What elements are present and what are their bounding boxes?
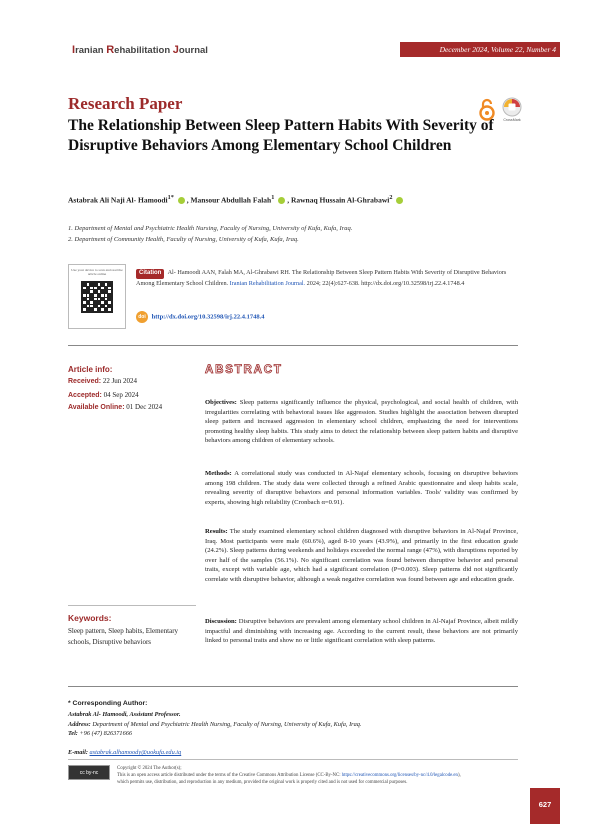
section-divider [68, 686, 518, 687]
affiliation: 2. Department of Community Health, Faculty of Nursing, University of Kufa, Kufa, Iraq. [68, 236, 299, 243]
copyright-line: Copyright © 2024 The Author(s); [117, 766, 182, 771]
article-title: The Relationship Between Sleep Pattern Habits With Severity of Disruptive Behaviors Among Elementary School Children [68, 117, 494, 154]
author-name: Astabrak Ali Naji Al- Hamoodi [68, 195, 168, 205]
abstract-heading: ABSTRACT [205, 364, 283, 376]
qr-caption: Use your device to scan and read the article online [71, 268, 123, 276]
email-link[interactable]: astabrak.alhamoody@uokufa.edu.iq [89, 749, 182, 756]
orcid-icon[interactable] [278, 197, 285, 204]
crossmark-icon[interactable] [501, 97, 523, 123]
orcid-icon[interactable] [396, 197, 403, 204]
license-url[interactable]: https://creativecommons.org/licenses/by-nc/4.0/legalcode.en [341, 773, 458, 778]
abstract-discussion: Discussion: Disruptive behaviors are prevalent among elementary school children in Al-Najaf Province, albeit mildly impactful and diminishing with increasing age. According to the current result, these behaviors are not primarily linked to personal traits and show no or little significant correlation with sleep patterns. [205, 618, 518, 645]
issue-band: December 2024, Volume 22, Number 4 [400, 42, 560, 57]
corresponding-address: Address: Department of Mental and Psychiatric Health Nursing, Faculty of Nursing, University of Kufa, Kufa, Iraq. [68, 721, 362, 728]
author-list: Astabrak Ali Naji Al- Hamoodi$^{1*}$ , Mansour Abdullah Falah$^1$ , Rawnaq Hussain Al-Ghrabawi$^2$ [68, 194, 405, 205]
corresponding-name: Astabrak Al- Hamoodi, Assistant Professor. [68, 711, 181, 718]
qr-code-icon [81, 281, 113, 313]
license-line: This is an open access article distributed under the terms of the Creative Commons Attribution License (CC-By-NC: https://creativecommons.org/licenses/by-nc/4.0/legalcode.en), [117, 773, 461, 778]
license-terms: which permits use, distribution, and reproduction in any medium, provided the original work is properly cited and is not used for commercial purposes. [117, 780, 408, 785]
qr-code-box[interactable] [68, 264, 126, 329]
doi-link[interactable]: http://dx.doi.org/10.32598/irj.22.4.1748.4 [151, 313, 265, 321]
journal-name: Iranian Rehabilitation Journal [72, 44, 208, 56]
corresponding-heading: * Corresponding Author: [68, 700, 148, 707]
citation-text: Al- Hamoodi AAN, Falah MA, Al-Ghrabawi RH. The Relationship Between Sleep Pattern Habits With Severity of Disruptive Behaviors Among Elementary School Children. [136, 269, 507, 287]
citation-block [136, 268, 518, 288]
corresponding-email: E-mail: astabrak.alhamoody@uokufa.edu.iq [68, 749, 182, 756]
section-divider [68, 345, 518, 346]
abstract-results: Results: The study examined elementary school children diagnosed with disruptive behaviors in Al-Najaf Province, Iraq. Most participants were male (60.6%), aged 8-10 years (43.9%), and primarily in the first education grade (24.2%). Sleep patterns during weekends and holidays exceeded the normal range (47%), with disruptions reported by over half of the samples (56.1%). No significant correlation was found between disruptive behavior and personal traits, except with variable age, which had a significant correlation (P=0.003). Sleep patterns did not significantly correlate with disruptive behavior, although a weak negative correlation was found between age and education grade. [205, 528, 519, 583]
page-number: 627 [530, 788, 560, 824]
received-date: Received: 22 Jun 2024 [68, 377, 138, 385]
article-info-heading: Article info: [68, 365, 113, 374]
online-date: Available Online: 01 Dec 2024 [68, 403, 163, 411]
doi-line [136, 311, 264, 323]
affiliation: 1. Department of Mental and Psychiatric Health Nursing, Faculty of Nursing, University of Kufa, Kufa, Iraq. [68, 225, 353, 232]
accepted-date: Accepted: 04 Sep 2024 [68, 391, 139, 399]
citation-text-after: 2024; 22(4):627-638. http://dx.doi.org/10.32598/irj.22.4.1748.4 [306, 279, 465, 287]
open-access-icon[interactable] [476, 98, 498, 122]
author-name: Rawnaq Hussain Al-Ghrabawi [290, 195, 390, 205]
doi-icon: doi [136, 311, 148, 323]
keywords-divider [68, 605, 196, 606]
orcid-icon[interactable] [178, 197, 185, 204]
citation-tag: Citation [136, 269, 164, 279]
abstract-objectives: Objectives: Sleep patterns significantly influence the physical, psychological, and social health of children, with irregularities correlating with behavioral issues like aggression. Studies highlight the association between disrupted sleep pattern and increased aggression in elementary school children, emphasizing the need for interventions promoting healthy sleep habits. This study aims to detect the relationship between sleep pattern habits and disruptive behaviors among children of elementary schools. [205, 399, 518, 445]
author-name: Mansour Abdullah Falah [190, 195, 272, 205]
svg-text:CrossMark: CrossMark [503, 118, 521, 122]
abstract-methods: Methods: A correlational study was conducted in Al-Najaf elementary schools, focusing on disruptive behaviors among 198 children. The study data were collected through a refined Arabic questionnaire and sleep habits scale, revealing severity of disruptive behaviors and personal information variables. Tools' validity was confirmed by experts, showing high reliability (Cronbach α=0.91). [205, 470, 518, 506]
license-divider [68, 759, 518, 760]
cc-license-icon[interactable]: cc by-nc [68, 765, 110, 780]
keywords-heading: Keywords: [68, 613, 112, 623]
corresponding-tel: Tel: +96 (47) 826371666 [68, 730, 133, 737]
citation-journal-link[interactable]: Iranian Rehabilitation Journal. [229, 279, 306, 287]
article-type-label: Research Paper [68, 94, 183, 113]
keywords-text: Sleep pattern, Sleep habits, Elementary schools, Disruptive behaviors [68, 627, 179, 646]
